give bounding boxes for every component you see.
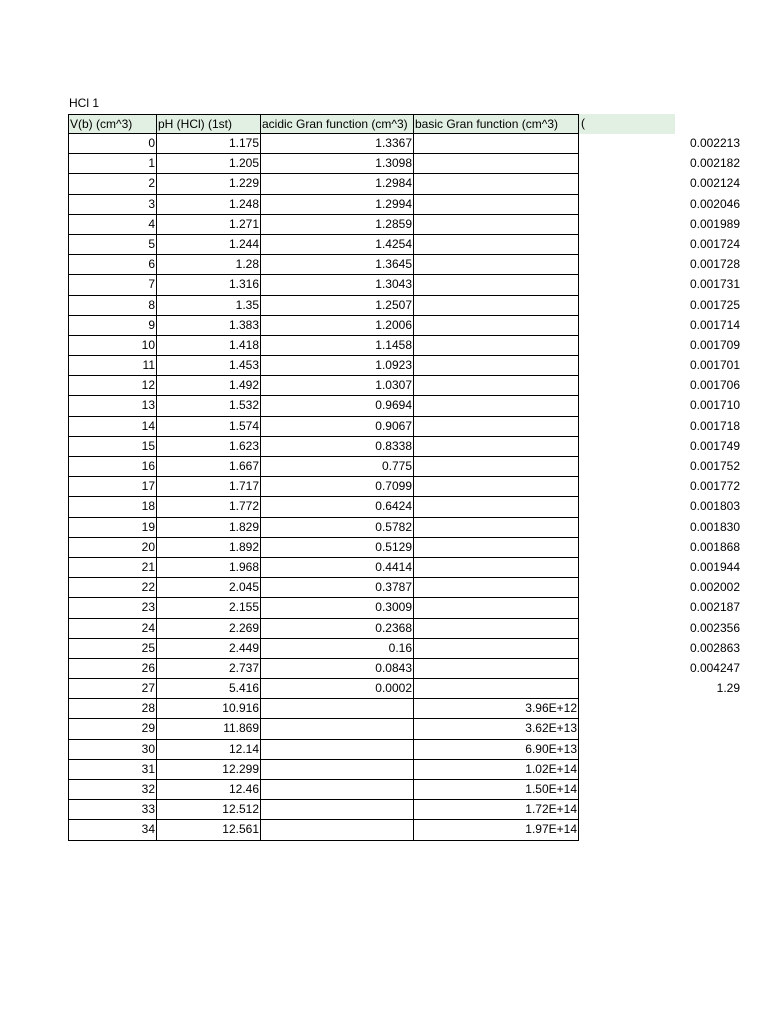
- table-row: [68, 598, 740, 618]
- cell-extra[interactable]: [578, 760, 740, 780]
- cell-basic-gran[interactable]: [414, 598, 579, 618]
- cell-basic-gran[interactable]: [414, 376, 579, 396]
- cell-vb[interactable]: 21: [68, 558, 157, 578]
- cell-extra[interactable]: 0.002187: [689, 600, 740, 615]
- cell-vb[interactable]: 3: [68, 195, 157, 215]
- table-row: [68, 740, 579, 760]
- cell-ph[interactable]: 1.383: [157, 316, 261, 336]
- cell-vb[interactable]: 23: [68, 598, 157, 618]
- cell-basic-gran[interactable]: 3.62E+13: [414, 719, 579, 739]
- cell-acidic-gran[interactable]: [261, 800, 414, 820]
- cell-extra[interactable]: 0.001714: [689, 317, 740, 332]
- cell-ph[interactable]: 1.667: [157, 457, 261, 477]
- cell-basic-gran[interactable]: [414, 316, 579, 336]
- header-extra[interactable]: (: [581, 116, 585, 130]
- cell-ph[interactable]: 1.829: [157, 518, 261, 538]
- cell-acidic-gran[interactable]: 0.8338: [261, 437, 414, 457]
- table-row: [68, 336, 740, 356]
- cell-acidic-gran[interactable]: 0.5129: [261, 538, 414, 558]
- cell-acidic-gran[interactable]: 0.16: [261, 639, 414, 659]
- cell-acidic-gran[interactable]: 0.0002: [261, 679, 414, 699]
- cell-extra[interactable]: 0.001710: [689, 398, 740, 413]
- cell-ph[interactable]: 1.205: [157, 154, 261, 174]
- cell-basic-gran[interactable]: [414, 659, 579, 679]
- table-row: [68, 538, 740, 558]
- table-row: [68, 760, 579, 780]
- cell-ph[interactable]: 1.35: [157, 296, 261, 316]
- cell-ph[interactable]: 1.772: [157, 497, 261, 517]
- cell-vb[interactable]: 30: [68, 740, 157, 760]
- cell-vb[interactable]: 29: [68, 719, 157, 739]
- cell-acidic-gran[interactable]: 1.3645: [261, 255, 414, 275]
- table-row: [68, 134, 740, 154]
- cell-vb[interactable]: 11: [68, 356, 157, 376]
- cell-ph[interactable]: 1.717: [157, 477, 261, 497]
- cell-extra[interactable]: [578, 699, 740, 719]
- cell-extra[interactable]: 0.001724: [689, 236, 740, 251]
- cell-basic-gran[interactable]: [414, 215, 579, 235]
- header-ph[interactable]: pH (HCl) (1st): [157, 114, 261, 134]
- cell-basic-gran[interactable]: 3.96E+12: [414, 699, 579, 719]
- table-row: [68, 578, 740, 598]
- cell-acidic-gran[interactable]: [261, 780, 414, 800]
- cell-extra[interactable]: [578, 740, 740, 760]
- table-row: [68, 255, 740, 275]
- cell-vb[interactable]: 25: [68, 639, 157, 659]
- cell-basic-gran[interactable]: [414, 195, 579, 215]
- cell-ph[interactable]: 12.512: [157, 800, 261, 820]
- cell-vb[interactable]: 5: [68, 235, 157, 255]
- cell-vb[interactable]: 27: [68, 679, 157, 699]
- cell-basic-gran[interactable]: [414, 174, 579, 194]
- cell-ph[interactable]: 1.418: [157, 336, 261, 356]
- cell-extra[interactable]: [578, 820, 740, 840]
- cell-vb[interactable]: 10: [68, 336, 157, 356]
- cell-acidic-gran[interactable]: 0.9067: [261, 417, 414, 437]
- cell-extra[interactable]: 0.001725: [689, 297, 740, 312]
- cell-basic-gran[interactable]: [414, 235, 579, 255]
- cell-basic-gran[interactable]: [414, 497, 579, 517]
- cell-acidic-gran[interactable]: [261, 820, 414, 840]
- cell-basic-gran[interactable]: 1.50E+14: [414, 780, 579, 800]
- cell-ph[interactable]: 11.869: [157, 719, 261, 739]
- cell-acidic-gran[interactable]: 0.3009: [261, 598, 414, 618]
- cell-ph[interactable]: 1.623: [157, 437, 261, 457]
- cell-vb[interactable]: 9: [68, 316, 157, 336]
- cell-vb[interactable]: 2: [68, 174, 157, 194]
- cell-extra[interactable]: 0.002356: [689, 620, 740, 635]
- cell-extra[interactable]: [578, 800, 740, 820]
- table-row: [68, 639, 740, 659]
- cell-acidic-gran[interactable]: [261, 719, 414, 739]
- cell-basic-gran[interactable]: [414, 477, 579, 497]
- cell-vb[interactable]: 28: [68, 699, 157, 719]
- cell-extra[interactable]: 0.001706: [689, 378, 740, 393]
- cell-extra[interactable]: 0.001752: [689, 459, 740, 473]
- cell-basic-gran[interactable]: [414, 538, 579, 558]
- table-row: [68, 820, 579, 840]
- cell-acidic-gran[interactable]: 1.3367: [261, 134, 414, 154]
- cell-acidic-gran[interactable]: 0.5782: [261, 518, 414, 538]
- cell-acidic-gran[interactable]: [261, 699, 414, 719]
- cell-ph[interactable]: 1.229: [157, 174, 261, 194]
- cell-extra[interactable]: 0.002002: [689, 580, 740, 595]
- cell-acidic-gran[interactable]: 1.2507: [261, 296, 414, 316]
- table-row: [68, 477, 740, 497]
- cell-ph[interactable]: 2.045: [157, 578, 261, 598]
- cell-acidic-gran[interactable]: [261, 740, 414, 760]
- cell-basic-gran[interactable]: [414, 134, 579, 154]
- cell-acidic-gran[interactable]: 0.3787: [261, 578, 414, 598]
- table-row: [68, 679, 740, 699]
- cell-ph[interactable]: 1.453: [157, 356, 261, 376]
- table-row: [68, 195, 740, 215]
- cell-extra[interactable]: 0.001830: [689, 519, 740, 534]
- cell-basic-gran[interactable]: 6.90E+13: [414, 740, 579, 760]
- cell-vb[interactable]: 26: [68, 659, 157, 679]
- table-row: [68, 296, 740, 316]
- sheet-title: HCl 1: [69, 96, 100, 110]
- cell-extra[interactable]: 0.001989: [689, 216, 740, 231]
- cell-vb[interactable]: 18: [68, 497, 157, 517]
- cell-extra[interactable]: [578, 719, 740, 739]
- cell-acidic-gran[interactable]: 1.2006: [261, 316, 414, 336]
- cell-extra[interactable]: 0.001772: [689, 479, 740, 494]
- cell-extra[interactable]: 0.002046: [689, 196, 740, 211]
- cell-basic-gran[interactable]: [414, 255, 579, 275]
- cell-extra[interactable]: 0.001868: [689, 539, 740, 554]
- cell-vb[interactable]: 24: [68, 619, 157, 639]
- table-row: [68, 437, 740, 457]
- cell-vb[interactable]: 15: [68, 437, 157, 457]
- cell-vb[interactable]: 34: [68, 820, 157, 840]
- cell-ph[interactable]: 2.155: [157, 598, 261, 618]
- cell-vb[interactable]: 17: [68, 477, 157, 497]
- cell-extra[interactable]: [578, 780, 740, 800]
- cell-basic-gran[interactable]: [414, 417, 579, 437]
- cell-acidic-gran[interactable]: 1.2984: [261, 174, 414, 194]
- cell-acidic-gran[interactable]: 0.2368: [261, 619, 414, 639]
- cell-basic-gran[interactable]: [414, 437, 579, 457]
- cell-extra[interactable]: 0.002213: [689, 136, 740, 150]
- table-row: [68, 154, 740, 174]
- table-row: [68, 719, 579, 739]
- cell-ph[interactable]: 1.28: [157, 255, 261, 275]
- cell-vb[interactable]: 19: [68, 518, 157, 538]
- cell-ph[interactable]: 1.175: [157, 134, 261, 154]
- cell-vb[interactable]: 16: [68, 457, 157, 477]
- cell-ph[interactable]: 10.916: [157, 699, 261, 719]
- table-row: [68, 619, 740, 639]
- cell-acidic-gran[interactable]: 1.2859: [261, 215, 414, 235]
- cell-basic-gran[interactable]: 1.97E+14: [414, 820, 579, 840]
- cell-acidic-gran[interactable]: 0.0843: [261, 659, 414, 679]
- cell-basic-gran[interactable]: [414, 679, 579, 699]
- cell-acidic-gran[interactable]: 1.1458: [261, 336, 414, 356]
- cell-extra[interactable]: 0.001944: [689, 559, 740, 574]
- table-row: [68, 800, 579, 820]
- table-row: [68, 558, 740, 578]
- cell-acidic-gran[interactable]: 0.6424: [261, 497, 414, 517]
- cell-extra[interactable]: 0.004247: [689, 660, 740, 675]
- cell-extra[interactable]: 0.001731: [689, 277, 740, 292]
- cell-extra[interactable]: 0.001709: [689, 337, 740, 352]
- cell-ph[interactable]: 1.316: [157, 275, 261, 295]
- table-row: [68, 417, 740, 437]
- cell-acidic-gran[interactable]: 1.2994: [261, 195, 414, 215]
- table-row: [68, 396, 740, 416]
- cell-extra[interactable]: 0.002182: [689, 156, 740, 171]
- cell-vb[interactable]: 0: [68, 134, 157, 154]
- table-header-row: [68, 114, 676, 134]
- cell-vb[interactable]: 8: [68, 296, 157, 316]
- table-row: [68, 356, 740, 376]
- cell-basic-gran[interactable]: [414, 154, 579, 174]
- table-row: [68, 275, 740, 295]
- cell-basic-gran[interactable]: [414, 275, 579, 295]
- cell-vb[interactable]: 22: [68, 578, 157, 598]
- cell-vb[interactable]: 4: [68, 215, 157, 235]
- table-row: [68, 376, 740, 396]
- cell-ph[interactable]: 1.271: [157, 215, 261, 235]
- cell-basic-gran[interactable]: 1.02E+14: [414, 760, 579, 780]
- header-vb[interactable]: V(b) (cm^3): [68, 114, 157, 134]
- cell-extra[interactable]: 1.29: [716, 681, 740, 696]
- cell-vb[interactable]: 33: [68, 800, 157, 820]
- cell-basic-gran[interactable]: [414, 619, 579, 639]
- cell-ph[interactable]: 2.269: [157, 619, 261, 639]
- cell-basic-gran[interactable]: 1.72E+14: [414, 800, 579, 820]
- cell-acidic-gran[interactable]: 0.775: [261, 457, 414, 477]
- cell-vb[interactable]: 32: [68, 780, 157, 800]
- cell-acidic-gran[interactable]: 1.0923: [261, 356, 414, 376]
- cell-extra[interactable]: 0.002124: [689, 176, 740, 191]
- cell-basic-gran[interactable]: [414, 558, 579, 578]
- cell-acidic-gran[interactable]: 0.9694: [261, 396, 414, 416]
- cell-acidic-gran[interactable]: [261, 760, 414, 780]
- cell-basic-gran[interactable]: [414, 336, 579, 356]
- table-row: [68, 518, 740, 538]
- cell-acidic-gran[interactable]: 1.4254: [261, 235, 414, 255]
- cell-acidic-gran[interactable]: 0.4414: [261, 558, 414, 578]
- cell-acidic-gran[interactable]: 1.3043: [261, 275, 414, 295]
- cell-vb[interactable]: 12: [68, 376, 157, 396]
- header-acidic-gran[interactable]: acidic Gran function (cm^3): [261, 114, 414, 134]
- cell-ph[interactable]: 1.968: [157, 558, 261, 578]
- cell-ph[interactable]: 2.449: [157, 639, 261, 659]
- table-row: [68, 659, 740, 679]
- cell-basic-gran[interactable]: [414, 457, 579, 477]
- table-row: [68, 699, 579, 719]
- cell-ph[interactable]: 1.532: [157, 396, 261, 416]
- cell-extra[interactable]: 0.001749: [689, 438, 740, 453]
- cell-ph[interactable]: 12.14: [157, 740, 261, 760]
- cell-ph[interactable]: 5.416: [157, 679, 261, 699]
- cell-basic-gran[interactable]: [414, 578, 579, 598]
- cell-ph[interactable]: 1.244: [157, 235, 261, 255]
- cell-acidic-gran[interactable]: 0.7099: [261, 477, 414, 497]
- cell-vb[interactable]: 14: [68, 417, 157, 437]
- table-row: [68, 235, 740, 255]
- cell-vb[interactable]: 6: [68, 255, 157, 275]
- cell-basic-gran[interactable]: [414, 639, 579, 659]
- cell-ph[interactable]: 1.892: [157, 538, 261, 558]
- cell-vb[interactable]: 13: [68, 396, 157, 416]
- cell-ph[interactable]: 1.492: [157, 376, 261, 396]
- cell-extra[interactable]: 0.001701: [689, 358, 740, 373]
- cell-ph[interactable]: 12.46: [157, 780, 261, 800]
- cell-acidic-gran[interactable]: 1.0307: [261, 376, 414, 396]
- cell-ph[interactable]: 2.737: [157, 659, 261, 679]
- table-row: [68, 780, 579, 800]
- cell-acidic-gran[interactable]: 1.3098: [261, 154, 414, 174]
- cell-vb[interactable]: 31: [68, 760, 157, 780]
- table-row: [68, 497, 740, 517]
- cell-basic-gran[interactable]: [414, 356, 579, 376]
- cell-vb[interactable]: 7: [68, 275, 157, 295]
- cell-extra[interactable]: 0.001728: [689, 257, 740, 272]
- table-row: [68, 316, 740, 336]
- table-row: [68, 457, 740, 477]
- cell-basic-gran[interactable]: [414, 296, 579, 316]
- cell-extra[interactable]: 0.001803: [689, 499, 740, 514]
- cell-vb[interactable]: 20: [68, 538, 157, 558]
- cell-ph[interactable]: 12.299: [157, 760, 261, 780]
- data-table: [68, 134, 740, 841]
- cell-ph[interactable]: 12.561: [157, 820, 261, 840]
- cell-ph[interactable]: 1.574: [157, 417, 261, 437]
- cell-ph[interactable]: 1.248: [157, 195, 261, 215]
- header-basic-gran[interactable]: basic Gran function (cm^3): [414, 114, 579, 134]
- cell-extra[interactable]: 0.001718: [689, 418, 740, 433]
- cell-basic-gran[interactable]: [414, 518, 579, 538]
- cell-basic-gran[interactable]: [414, 396, 579, 416]
- table-row: [68, 215, 740, 235]
- cell-extra[interactable]: 0.002863: [689, 640, 740, 655]
- cell-vb[interactable]: 1: [68, 154, 157, 174]
- table-row: [68, 174, 740, 194]
